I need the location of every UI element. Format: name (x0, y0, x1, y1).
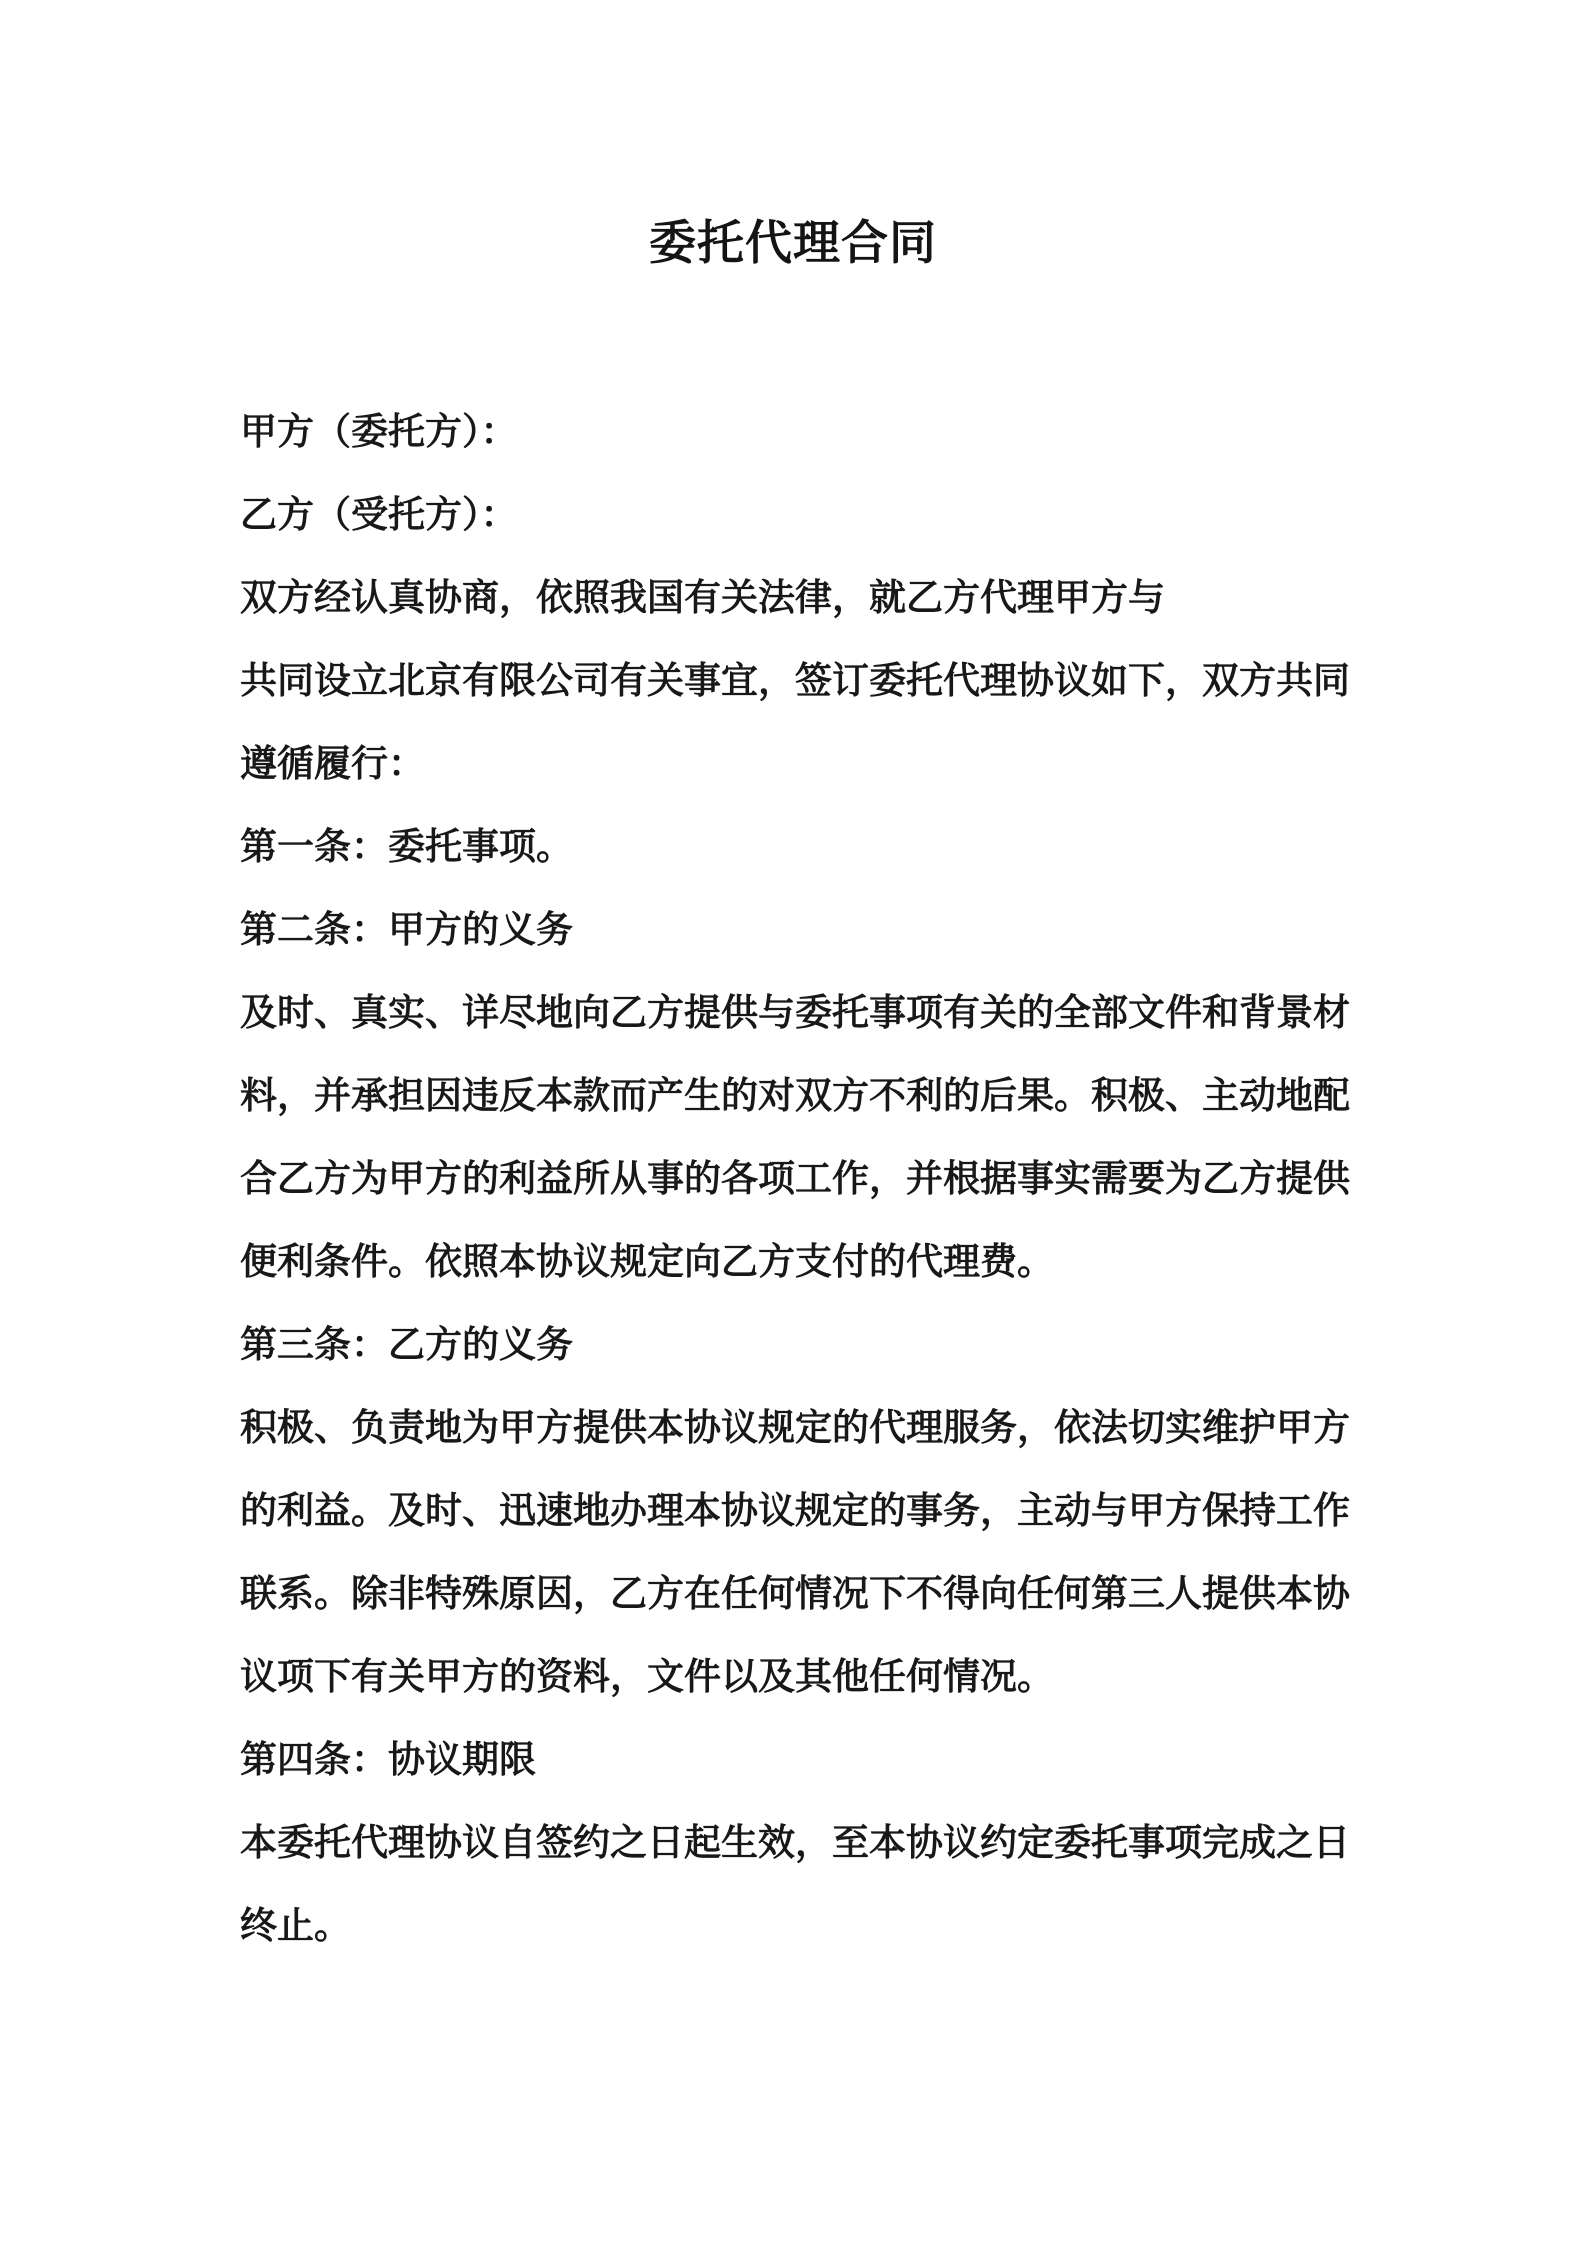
clause-3-line-2: 的利益。及时、迅速地办理本协议规定的事务，主动与甲方保持工作 (240, 1490, 1350, 1531)
clause-1-heading: 第一条：委托事项。 (240, 826, 573, 867)
document-title: 委托代理合同 (649, 216, 937, 269)
clause-4-line-1: 本委托代理协议自签约之日起生效，至本协议约定委托事项完成之日 (240, 1822, 1350, 1863)
clause-4-heading: 第四条：协议期限 (240, 1739, 536, 1780)
clause-3-line-4: 议项下有关甲方的资料，文件以及其他任何情况。 (240, 1656, 1054, 1697)
preamble-line-3: 遵循履行： (240, 743, 425, 784)
clause-2-line-1: 及时、真实、详尽地向乙方提供与委托事项有关的全部文件和背景材 (240, 992, 1350, 1033)
clause-3-line-3: 联系。除非特殊原因，乙方在任何情况下不得向任何第三人提供本协 (240, 1573, 1350, 1614)
preamble-line-2: 共同设立北京有限公司有关事宜，签订委托代理协议如下，双方共同 (240, 660, 1350, 701)
clause-2-line-2: 料，并承担因违反本款而产生的对双方不利的后果。积极、主动地配 (240, 1075, 1350, 1116)
clause-3-line-1: 积极、负责地为甲方提供本协议规定的代理服务，依法切实维护甲方 (240, 1407, 1350, 1448)
document-body (240, 390, 1350, 1967)
clause-2-line-4: 便利条件。依照本协议规定向乙方支付的代理费。 (240, 1241, 1054, 1282)
clause-3-heading: 第三条：乙方的义务 (240, 1324, 573, 1365)
clause-2-line-3: 合乙方为甲方的利益所从事的各项工作，并根据事实需要为乙方提供 (240, 1158, 1350, 1199)
preamble-line-1: 双方经认真协商，依照我国有关法律，就乙方代理甲方与 (240, 577, 1165, 618)
clause-4-line-2: 终止。 (240, 1905, 351, 1946)
clause-2-heading: 第二条：甲方的义务 (240, 909, 573, 950)
party-b-line: 乙方（受托方）： (240, 494, 518, 535)
party-a-line: 甲方（委托方）： (240, 411, 518, 452)
